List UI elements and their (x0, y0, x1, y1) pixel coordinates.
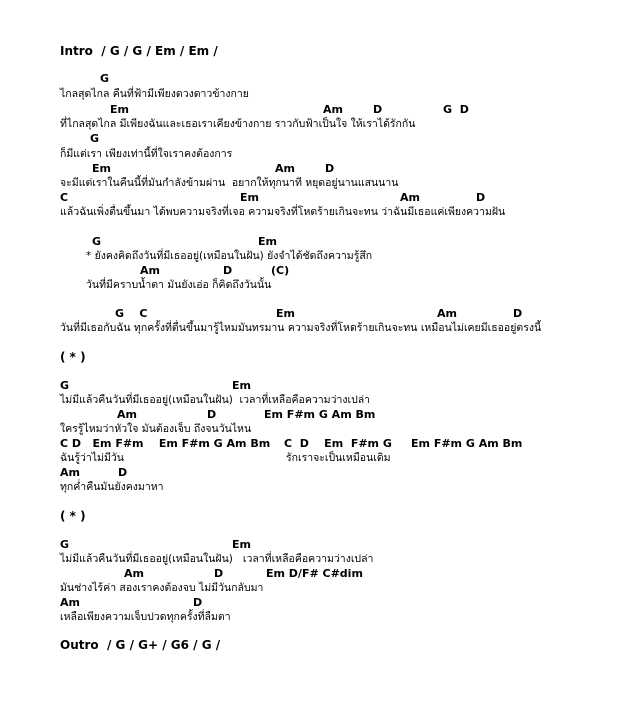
chord: Em (258, 235, 277, 248)
chord: Am (437, 307, 457, 320)
chord: D (207, 408, 217, 421)
chord: D (223, 264, 233, 277)
chord: Am (323, 103, 343, 116)
chord: C (60, 191, 69, 204)
lyric-line: ก็มีแต่เรา เพียงเท่านี้ที่ใจเราคงต้องการ (60, 148, 233, 160)
chord: Em (276, 307, 295, 320)
lyric-line: ที่ไกลสุดไกล มีเพียงฉันและเธอเราเคียงข้างกาย ราวกับฟ้าเป็นใจ ให้เราได้รักกัน (60, 118, 416, 130)
chord: G (100, 72, 110, 85)
lyric-line: ไม่มีแล้วคืนวันที่มีเธออยู่(เหมือนในฝัน) เวลาที่เหลือคือความว่างเปล่า (60, 394, 371, 406)
chord: Am (400, 191, 420, 204)
chord: Am (60, 596, 80, 609)
chord: Em F#m G Am Bm (264, 408, 376, 421)
lyric-line: ฉันรู้ว่าไม่มีวัน (60, 452, 124, 464)
chord: Em D/F# C#dim (266, 567, 363, 580)
chord: C D Em F#m G Em F#m G Am Bm (284, 437, 523, 450)
chord: D (476, 191, 486, 204)
chord: D (214, 567, 224, 580)
chorus-reference: ( * ) (60, 350, 86, 364)
lyric-line: * ยังคงคิดถึงวันที่มีเธออยู่(เหมือนในฝัน) ยังจำได้ชัดถึงความรู้สึก (86, 250, 373, 262)
chord: Am (275, 162, 295, 175)
lyric-line: ไกลสุดไกล คืนที่ฟ้ามีเพียงดวงดาวข้างกาย (60, 88, 249, 100)
chord: Am (117, 408, 137, 421)
chord: D (325, 162, 335, 175)
intro-line: Intro / G / G / Em / Em / (60, 44, 218, 58)
outro-line: Outro / G / G+ / G6 / G / (60, 638, 221, 652)
chord: Am (140, 264, 160, 277)
lyric-line: รักเราจะเป็นเหมือนเดิม (286, 452, 391, 464)
chord: G (60, 538, 70, 551)
chord: Am (124, 567, 144, 580)
lyric-line: ใครรู้ไหมว่าหัวใจ มันต้องเจ็บ ถึงจนวันไหน (60, 423, 252, 435)
lyric-line: แล้วฉันเพิ่งตื่นขึ้นมา ได้พบความจริงที่เจอ ความจริงที่โหดร้ายเกินจะทน ว่าฉันมีเธอแค่เพียงความฝัน (60, 206, 506, 218)
chord: D (373, 103, 383, 116)
chord: Em (92, 162, 111, 175)
chord: C D Em F#m Em F#m G Am Bm (60, 437, 271, 450)
lyric-line: เหลือเพียงความเจ็บปวดทุกครั้งที่ลืมตา (60, 611, 231, 623)
chord: Em (232, 379, 251, 392)
chord: D (513, 307, 523, 320)
chord: D (193, 596, 203, 609)
chord: Em (110, 103, 129, 116)
chord: G D (443, 103, 469, 116)
chord: G C (115, 307, 148, 320)
chord: D (118, 466, 128, 479)
lyric-line: วันที่มีเธอกับฉัน ทุกครั้งที่ตื่นขึ้นมารู้ไหมมันทรมาน ความจริงที่โหดร้ายเกินจะทน เหมือนไม่เคยมีเธออยู่ตรงนี้ (60, 322, 542, 334)
lyric-line: จะมีแต่เราในคืนนี้ที่มันกำลังข้ามผ่าน อยากให้ทุกนาที หยุดอยู่นานแสนนาน (60, 177, 399, 189)
chord: Em (232, 538, 251, 551)
lyric-line: วันที่มีคราบน้ำตา มันยังเอ่อ ก็คิดถึงวันนั้น (86, 279, 272, 291)
chord: (C) (271, 264, 290, 277)
chord: G (92, 235, 102, 248)
chord: G (60, 379, 70, 392)
lyric-line: ทุกค่ำคืนมันยังคงมาหา (60, 481, 164, 493)
chorus-reference: ( * ) (60, 509, 86, 523)
chord: Em (240, 191, 259, 204)
lyric-line: มันช่างไร้ค่า สองเราคงต้องจบ ไม่มีวันกลับมา (60, 582, 264, 594)
chord: G (90, 132, 100, 145)
chord: Am (60, 466, 80, 479)
lyric-line: ไม่มีแล้วคืนวันที่มีเธออยู่(เหมือนในฝัน) เวลาที่เหลือคือความว่างเปล่า (60, 553, 374, 565)
